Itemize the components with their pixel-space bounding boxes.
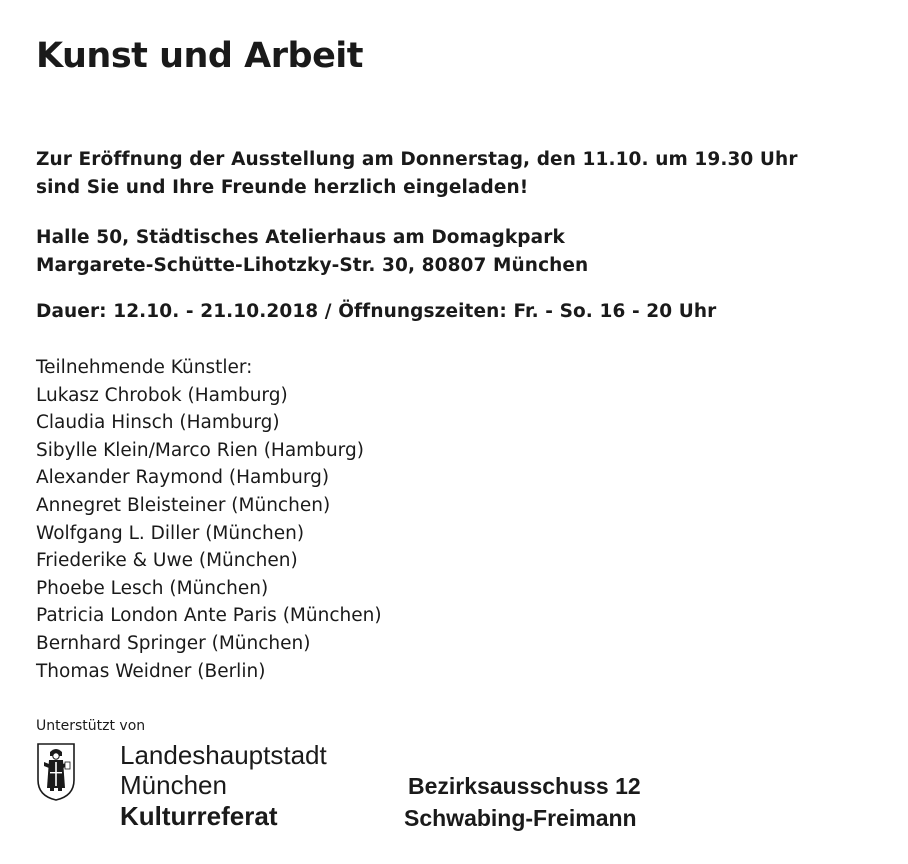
list-item: Bernhard Springer (München) (36, 632, 311, 654)
list-item: Thomas Weidner (Berlin) (36, 660, 266, 682)
invitation-line-1: Zur Eröffnung der Ausstellung am Donnerstag, den 11.10. um 19.30 Uhr (36, 149, 798, 170)
list-item: Phoebe Lesch (München) (36, 577, 269, 599)
invitation-text (36, 146, 798, 202)
page-title: Kunst und Arbeit (36, 36, 364, 76)
district-logo-line-2: Schwabing-Freimann (404, 805, 637, 831)
district-logo-line-1: Bezirksausschuss 12 (408, 773, 641, 799)
list-item: Alexander Raymond (Hamburg) (36, 467, 330, 489)
city-logo-line-2: München (120, 770, 227, 800)
list-item: Sibylle Klein/Marco Rien (Hamburg) (36, 439, 364, 461)
invitation-line-2: sind Sie und Ihre Freunde herzlich eingeladen! (36, 177, 529, 198)
venue-address (36, 224, 588, 280)
munich-child-crest-icon (36, 742, 76, 802)
list-item: Claudia Hinsch (Hamburg) (36, 412, 280, 434)
list-item: Lukasz Chrobok (Hamburg) (36, 384, 288, 406)
district-sponsor-logo (404, 770, 641, 834)
exhibition-duration: Dauer: 12.10. - 21.10.2018 / Öffnungszeiten: Fr. - So. 16 - 20 Uhr (36, 301, 717, 322)
venue-line-2: Margarete-Schütte-Lihotzky-Str. 30, 80807 München (36, 255, 589, 276)
artist-list (36, 354, 382, 685)
supported-by-label: Unterstützt von (36, 718, 146, 734)
city-logo-line-3: Kulturreferat (120, 801, 278, 831)
venue-line-1: Halle 50, Städtisches Atelierhaus am Domagkpark (36, 227, 565, 248)
city-sponsor-logo (120, 740, 327, 832)
artist-list-heading: Teilnehmende Künstler: (36, 357, 253, 378)
list-item: Patricia London Ante Paris (München) (36, 605, 382, 627)
list-item: Friederike & Uwe (München) (36, 550, 298, 572)
city-logo-line-1: Landeshauptstadt (120, 740, 327, 770)
list-item: Wolfgang L. Diller (München) (36, 522, 305, 544)
list-item: Annegret Bleisteiner (München) (36, 494, 331, 516)
